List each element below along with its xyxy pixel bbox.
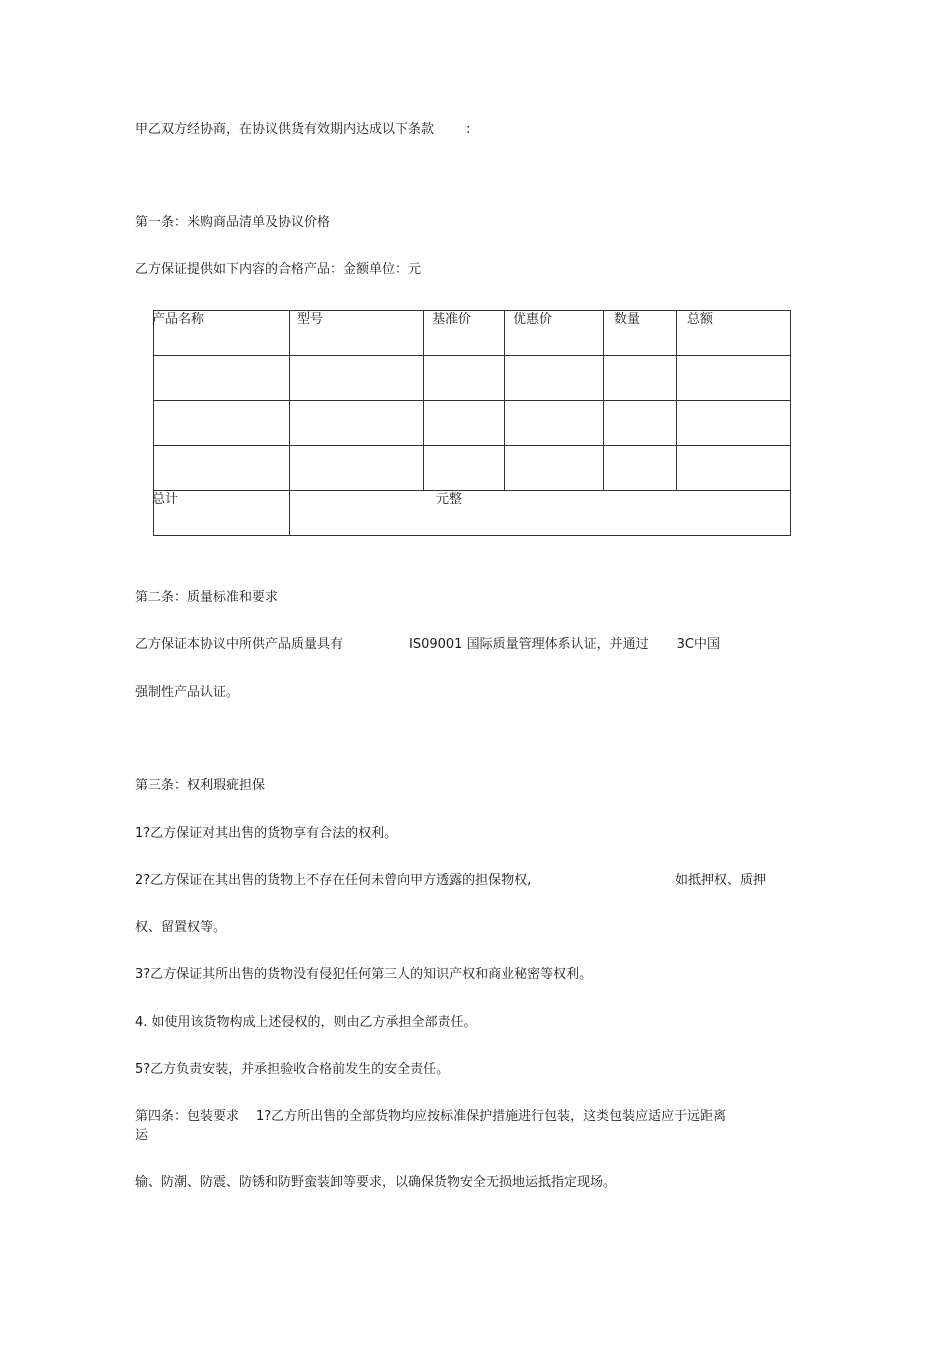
article4-para1: 第四条：包装要求 1?乙方所出售的全部货物均应按标准保护措施进行包装，这类包装应适应于远距离: [135, 1109, 727, 1124]
table-cell: [290, 401, 424, 446]
table-cell: [424, 356, 505, 401]
article2-para2: 强制性产品认证。: [135, 685, 240, 700]
table-cell: [505, 356, 604, 401]
table-cell: [604, 356, 677, 401]
intro-text: 甲乙双方经协商，在协议供货有效期内达成以下条款: [135, 122, 435, 137]
article3-item1: 1?乙方保证对其出售的货物享有合法的权利。: [135, 826, 398, 841]
header-cell: 优惠价: [505, 311, 604, 356]
article4-para2: 输、防潮、防震、防锈和防野蛮装卸等要求，以确保货物安全无损地运抵指定现场。: [135, 1175, 617, 1190]
article3-item3: 3?乙方保证其所出售的货物没有侵犯任何第三人的知识产权和商业秘密等权利。: [135, 967, 593, 982]
table-cell: [677, 356, 791, 401]
table-cell: [677, 401, 791, 446]
article3-item2: 2?乙方保证在其出售的货物上不存在任何未曾向甲方透露的担保物权,: [135, 873, 532, 888]
table-row: [154, 356, 791, 401]
header-cell: 总额: [677, 311, 791, 356]
header-cell: 数量: [604, 311, 677, 356]
table-row: [154, 401, 791, 446]
total-label-cell: 总计: [154, 491, 290, 536]
table-total-row: [154, 491, 791, 536]
table-cell: [424, 401, 505, 446]
article1-title: 第一条：米购商品清单及协议价格: [135, 215, 331, 230]
table-row: [154, 446, 791, 491]
header-cell: 产品名称: [154, 311, 290, 356]
article3-item4: 4. 如使用该货物构成上述侵权的，则由乙方承担全部责任。: [135, 1015, 477, 1030]
header-cell: 基准价: [424, 311, 505, 356]
article3-item5: 5?乙方负责安装，并承担验收合格前发生的安全责任。: [135, 1062, 450, 1077]
article3-item2-wrap: 权、留置权等。: [135, 920, 227, 935]
article2-para1: 乙方保证本协议中所供产品质量具有 IS09001 国际质量管理体系认证，并通过 3C中国: [135, 637, 720, 652]
article4-title: 第四条：包装要求: [135, 1109, 240, 1124]
article3-item2-tail: 如抵押权、质押: [675, 873, 767, 888]
intro-colon: :: [466, 122, 471, 137]
header-cell: 型号: [290, 311, 424, 356]
intro-line: [135, 121, 470, 139]
total-value-cell: 元整: [290, 491, 791, 536]
table-cell: [154, 401, 290, 446]
table-cell: [154, 446, 290, 491]
table-cell: [604, 401, 677, 446]
article1-desc: 乙方保证提供如下内容的合格产品：金额单位：元: [135, 262, 422, 277]
table-header-row: [154, 311, 791, 356]
table-cell: [154, 356, 290, 401]
table-cell: [677, 446, 791, 491]
table-cell: [290, 356, 424, 401]
table-cell: [505, 446, 604, 491]
article3-title: 第三条：权利瑕疵担保: [135, 778, 266, 793]
table-cell: [290, 446, 424, 491]
table-cell: [505, 401, 604, 446]
table-cell: [604, 446, 677, 491]
table-cell: [424, 446, 505, 491]
article2-title: 第二条：质量标准和要求: [135, 590, 279, 605]
article4-para1-wrap: 运: [135, 1128, 149, 1143]
product-price-table: [153, 310, 791, 536]
